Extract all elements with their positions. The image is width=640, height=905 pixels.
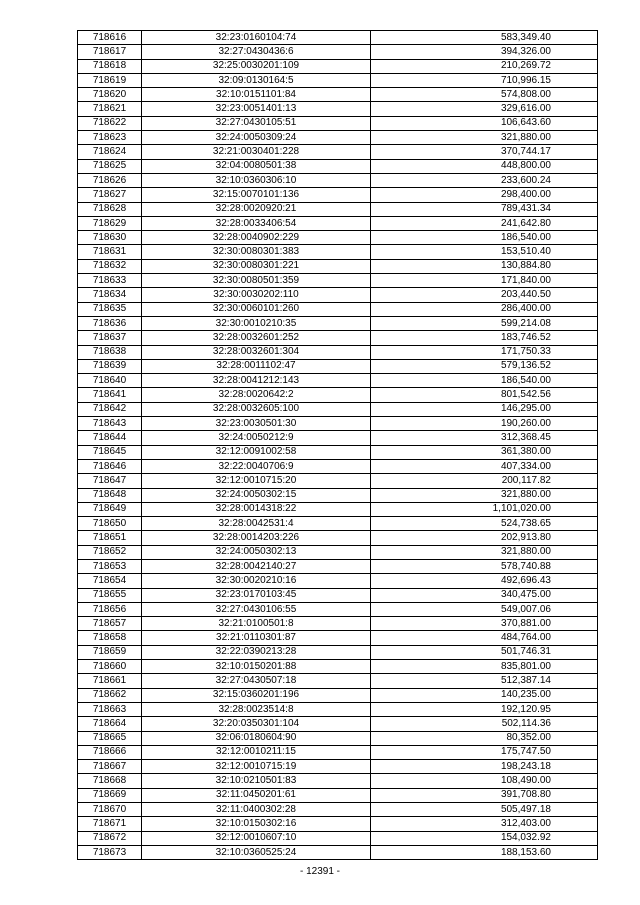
cadastral-number-cell: 32:30:0060101:260 (142, 302, 371, 316)
amount-cell: 340,475.00 (371, 588, 598, 602)
cadastral-number-cell: 32:04:0080501:38 (142, 159, 371, 173)
record-id-cell: 718630 (78, 231, 142, 245)
cadastral-number-cell: 32:28:0042531:4 (142, 517, 371, 531)
amount-cell: 233,600.24 (371, 173, 598, 187)
cadastral-number-cell: 32:28:0023514:8 (142, 702, 371, 716)
amount-cell: 203,440.50 (371, 288, 598, 302)
table-row (78, 131, 598, 145)
table-row (78, 674, 598, 688)
amount-cell: 171,840.00 (371, 274, 598, 288)
table-row (78, 159, 598, 173)
amount-cell: 549,007.06 (371, 602, 598, 616)
amount-cell: 200,117.82 (371, 474, 598, 488)
record-id-cell: 718656 (78, 602, 142, 616)
record-id-cell: 718673 (78, 845, 142, 859)
amount-cell: 505,497.18 (371, 803, 598, 817)
amount-cell: 146,295.00 (371, 402, 598, 416)
amount-cell: 574,808.00 (371, 88, 598, 102)
record-id-cell: 718663 (78, 702, 142, 716)
cadastral-number-cell: 32:12:0010607:10 (142, 831, 371, 845)
record-id-cell: 718645 (78, 445, 142, 459)
record-id-cell: 718669 (78, 788, 142, 802)
table-row (78, 845, 598, 859)
table-row (78, 388, 598, 402)
amount-cell: 448,800.00 (371, 159, 598, 173)
record-id-cell: 718635 (78, 302, 142, 316)
cadastral-number-cell: 32:11:0450201:61 (142, 788, 371, 802)
cadastral-number-cell: 32:23:0030501:30 (142, 417, 371, 431)
amount-cell: 394,326.00 (371, 45, 598, 59)
amount-cell: 492,696.43 (371, 574, 598, 588)
amount-cell: 183,746.52 (371, 331, 598, 345)
amount-cell: 484,764.00 (371, 631, 598, 645)
record-id-cell: 718634 (78, 288, 142, 302)
table-row (78, 274, 598, 288)
amount-cell: 175,747.50 (371, 745, 598, 759)
record-id-cell: 718649 (78, 502, 142, 516)
record-id-cell: 718624 (78, 145, 142, 159)
cadastral-number-cell: 32:10:0150302:16 (142, 817, 371, 831)
table-row (78, 45, 598, 59)
record-id-cell: 718616 (78, 31, 142, 45)
record-id-cell: 718651 (78, 531, 142, 545)
record-id-cell: 718628 (78, 202, 142, 216)
amount-cell: 190,260.00 (371, 417, 598, 431)
record-id-cell: 718642 (78, 402, 142, 416)
table-row (78, 59, 598, 73)
cadastral-number-cell: 32:30:0080501:359 (142, 274, 371, 288)
cadastral-number-cell: 32:28:0032605:100 (142, 402, 371, 416)
amount-cell: 524,738.65 (371, 517, 598, 531)
amount-cell: 1,101,020.00 (371, 502, 598, 516)
cadastral-number-cell: 32:27:0430507:18 (142, 674, 371, 688)
cadastral-number-cell: 32:06:0180604:90 (142, 731, 371, 745)
cadastral-number-cell: 32:28:0020920:21 (142, 202, 371, 216)
table-row (78, 831, 598, 845)
table-row (78, 202, 598, 216)
table-row (78, 745, 598, 759)
cadastral-number-cell: 32:21:0110301:87 (142, 631, 371, 645)
record-id-cell: 718631 (78, 245, 142, 259)
cadastral-number-cell: 32:23:0160104:74 (142, 31, 371, 45)
table-row (78, 216, 598, 230)
record-id-cell: 718670 (78, 803, 142, 817)
cadastral-number-cell: 32:22:0390213:28 (142, 645, 371, 659)
amount-cell: 391,708.80 (371, 788, 598, 802)
record-id-cell: 718648 (78, 488, 142, 502)
record-id-cell: 718665 (78, 731, 142, 745)
amount-cell: 210,269.72 (371, 59, 598, 73)
cadastral-number-cell: 32:28:0040902:229 (142, 231, 371, 245)
table-row (78, 88, 598, 102)
amount-cell: 501,746.31 (371, 645, 598, 659)
record-id-cell: 718625 (78, 159, 142, 173)
record-id-cell: 718660 (78, 660, 142, 674)
record-id-cell: 718641 (78, 388, 142, 402)
page-number: - 12391 - (299, 866, 341, 877)
table-row (78, 559, 598, 573)
record-id-cell: 718664 (78, 717, 142, 731)
amount-cell: 286,400.00 (371, 302, 598, 316)
record-id-cell: 718666 (78, 745, 142, 759)
cadastral-number-cell: 32:24:0050302:15 (142, 488, 371, 502)
cadastral-number-cell: 32:10:0150201:88 (142, 660, 371, 674)
record-id-cell: 718672 (78, 831, 142, 845)
registry-table (77, 30, 598, 860)
record-id-cell: 718655 (78, 588, 142, 602)
amount-cell: 710,996.15 (371, 73, 598, 87)
cadastral-number-cell: 32:22:0040706:9 (142, 459, 371, 473)
record-id-cell: 718644 (78, 431, 142, 445)
table-row (78, 517, 598, 531)
cadastral-number-cell: 32:28:0014203:226 (142, 531, 371, 545)
amount-cell: 599,214.08 (371, 316, 598, 330)
table-row (78, 631, 598, 645)
table-row (78, 245, 598, 259)
cadastral-number-cell: 32:24:0050309:24 (142, 131, 371, 145)
table-row (78, 645, 598, 659)
table-row (78, 602, 598, 616)
cadastral-number-cell: 32:10:0360525:24 (142, 845, 371, 859)
cadastral-number-cell: 32:25:0030201:109 (142, 59, 371, 73)
record-id-cell: 718650 (78, 517, 142, 531)
record-id-cell: 718643 (78, 417, 142, 431)
amount-cell: 789,431.34 (371, 202, 598, 216)
cadastral-number-cell: 32:28:0041212:143 (142, 374, 371, 388)
table-row (78, 31, 598, 45)
cadastral-number-cell: 32:30:0020210:16 (142, 574, 371, 588)
amount-cell: 801,542.56 (371, 388, 598, 402)
record-id-cell: 718640 (78, 374, 142, 388)
record-id-cell: 718653 (78, 559, 142, 573)
amount-cell: 130,884.80 (371, 259, 598, 273)
record-id-cell: 718632 (78, 259, 142, 273)
amount-cell: 578,740.88 (371, 559, 598, 573)
amount-cell: 171,750.33 (371, 345, 598, 359)
table-row (78, 259, 598, 273)
amount-cell: 312,403.00 (371, 817, 598, 831)
record-id-cell: 718629 (78, 216, 142, 230)
record-id-cell: 718652 (78, 545, 142, 559)
record-id-cell: 718661 (78, 674, 142, 688)
amount-cell: 153,510.40 (371, 245, 598, 259)
record-id-cell: 718620 (78, 88, 142, 102)
cadastral-number-cell: 32:28:0033406:54 (142, 216, 371, 230)
record-id-cell: 718638 (78, 345, 142, 359)
amount-cell: 512,387.14 (371, 674, 598, 688)
amount-cell: 312,368.45 (371, 431, 598, 445)
cadastral-number-cell: 32:24:0050212:9 (142, 431, 371, 445)
table-row (78, 660, 598, 674)
table-row (78, 774, 598, 788)
amount-cell: 198,243.18 (371, 760, 598, 774)
record-id-cell: 718627 (78, 188, 142, 202)
cadastral-number-cell: 32:12:0091002:58 (142, 445, 371, 459)
cadastral-number-cell: 32:15:0070101:136 (142, 188, 371, 202)
table-row (78, 431, 598, 445)
table-row (78, 803, 598, 817)
cadastral-number-cell: 32:27:0430105:51 (142, 116, 371, 130)
table-row (78, 288, 598, 302)
record-id-cell: 718668 (78, 774, 142, 788)
table-row (78, 474, 598, 488)
amount-cell: 407,334.00 (371, 459, 598, 473)
table-row (78, 531, 598, 545)
record-id-cell: 718654 (78, 574, 142, 588)
record-id-cell: 718626 (78, 173, 142, 187)
amount-cell: 583,349.40 (371, 31, 598, 45)
amount-cell: 154,032.92 (371, 831, 598, 845)
cadastral-number-cell: 32:28:0032601:304 (142, 345, 371, 359)
table-row (78, 702, 598, 716)
table-row (78, 116, 598, 130)
amount-cell: 186,540.00 (371, 231, 598, 245)
amount-cell: 370,881.00 (371, 617, 598, 631)
cadastral-number-cell: 32:30:0080301:383 (142, 245, 371, 259)
cadastral-number-cell: 32:12:0010715:19 (142, 760, 371, 774)
amount-cell: 188,153.60 (371, 845, 598, 859)
cadastral-number-cell: 32:28:0032601:252 (142, 331, 371, 345)
table-row (78, 188, 598, 202)
record-id-cell: 718623 (78, 131, 142, 145)
cadastral-number-cell: 32:10:0210501:83 (142, 774, 371, 788)
table-row (78, 345, 598, 359)
table-row (78, 73, 598, 87)
table-row (78, 574, 598, 588)
cadastral-number-cell: 32:21:0100501:8 (142, 617, 371, 631)
table-row (78, 760, 598, 774)
record-id-cell: 718636 (78, 316, 142, 330)
table-row (78, 359, 598, 373)
table-body (78, 31, 598, 860)
amount-cell: 140,235.00 (371, 688, 598, 702)
table-row (78, 145, 598, 159)
cadastral-number-cell: 32:28:0020642:2 (142, 388, 371, 402)
cadastral-number-cell: 32:28:0014318:22 (142, 502, 371, 516)
record-id-cell: 718647 (78, 474, 142, 488)
table-row (78, 731, 598, 745)
table-row (78, 588, 598, 602)
table-row (78, 173, 598, 187)
amount-cell: 329,616.00 (371, 102, 598, 116)
table-row (78, 502, 598, 516)
amount-cell: 192,120.95 (371, 702, 598, 716)
amount-cell: 106,643.60 (371, 116, 598, 130)
table-row (78, 817, 598, 831)
table-row (78, 617, 598, 631)
cadastral-number-cell: 32:28:0011102:47 (142, 359, 371, 373)
table-row (78, 102, 598, 116)
record-id-cell: 718633 (78, 274, 142, 288)
amount-cell: 361,380.00 (371, 445, 598, 459)
amount-cell: 370,744.17 (371, 145, 598, 159)
record-id-cell: 718667 (78, 760, 142, 774)
cadastral-number-cell: 32:15:0360201:196 (142, 688, 371, 702)
table-row (78, 417, 598, 431)
table-row (78, 717, 598, 731)
cadastral-number-cell: 32:24:0050302:13 (142, 545, 371, 559)
table-row (78, 316, 598, 330)
amount-cell: 108,490.00 (371, 774, 598, 788)
amount-cell: 579,136.52 (371, 359, 598, 373)
amount-cell: 835,801.00 (371, 660, 598, 674)
amount-cell: 80,352.00 (371, 731, 598, 745)
table-row (78, 402, 598, 416)
table-row (78, 488, 598, 502)
cadastral-number-cell: 32:10:0360306:10 (142, 173, 371, 187)
cadastral-number-cell: 32:30:0010210:35 (142, 316, 371, 330)
cadastral-number-cell: 32:09:0130164:5 (142, 73, 371, 87)
amount-cell: 321,880.00 (371, 545, 598, 559)
cadastral-number-cell: 32:30:0080301:221 (142, 259, 371, 273)
record-id-cell: 718619 (78, 73, 142, 87)
table-row (78, 302, 598, 316)
cadastral-number-cell: 32:27:0430106:55 (142, 602, 371, 616)
cadastral-number-cell: 32:28:0042140:27 (142, 559, 371, 573)
amount-cell: 241,642.80 (371, 216, 598, 230)
cadastral-number-cell: 32:12:0010211:15 (142, 745, 371, 759)
record-id-cell: 718621 (78, 102, 142, 116)
record-id-cell: 718617 (78, 45, 142, 59)
record-id-cell: 718662 (78, 688, 142, 702)
cadastral-number-cell: 32:10:0151101:84 (142, 88, 371, 102)
amount-cell: 502,114.36 (371, 717, 598, 731)
table-row (78, 459, 598, 473)
cadastral-number-cell: 32:30:0030202:110 (142, 288, 371, 302)
amount-cell: 186,540.00 (371, 374, 598, 388)
record-id-cell: 718657 (78, 617, 142, 631)
cadastral-number-cell: 32:11:0400302:28 (142, 803, 371, 817)
amount-cell: 321,880.00 (371, 488, 598, 502)
cadastral-number-cell: 32:21:0030401:228 (142, 145, 371, 159)
table-row (78, 788, 598, 802)
cadastral-number-cell: 32:20:0350301:104 (142, 717, 371, 731)
table-row (78, 231, 598, 245)
record-id-cell: 718658 (78, 631, 142, 645)
cadastral-number-cell: 32:27:0430436:6 (142, 45, 371, 59)
amount-cell: 321,880.00 (371, 131, 598, 145)
cadastral-number-cell: 32:23:0170103:45 (142, 588, 371, 602)
record-id-cell: 718637 (78, 331, 142, 345)
table-row (78, 331, 598, 345)
cadastral-number-cell: 32:12:0010715:20 (142, 474, 371, 488)
record-id-cell: 718622 (78, 116, 142, 130)
table-row (78, 688, 598, 702)
cadastral-number-cell: 32:23:0051401:13 (142, 102, 371, 116)
record-id-cell: 718646 (78, 459, 142, 473)
amount-cell: 298,400.00 (371, 188, 598, 202)
table-row (78, 374, 598, 388)
table-row (78, 545, 598, 559)
amount-cell: 202,913.80 (371, 531, 598, 545)
record-id-cell: 718671 (78, 817, 142, 831)
record-id-cell: 718618 (78, 59, 142, 73)
table-row (78, 445, 598, 459)
record-id-cell: 718639 (78, 359, 142, 373)
record-id-cell: 718659 (78, 645, 142, 659)
